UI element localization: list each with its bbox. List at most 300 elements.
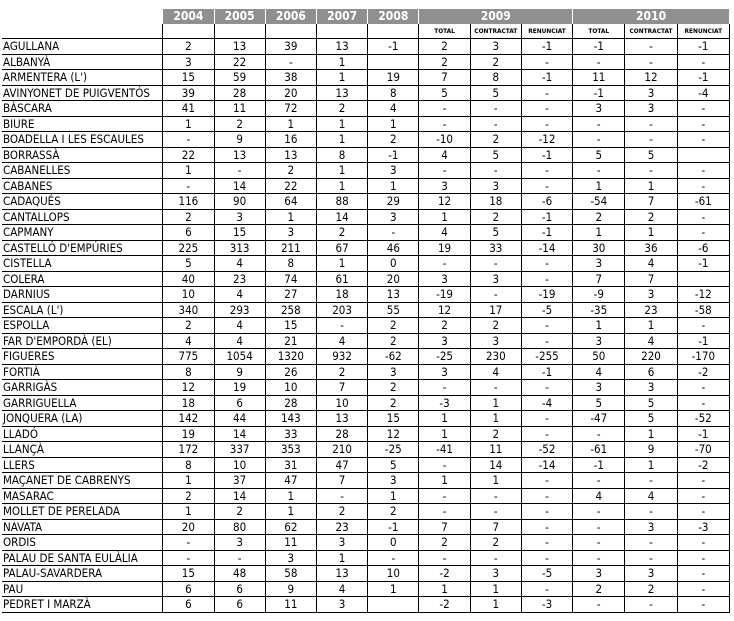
table-row — [2, 101, 730, 117]
table-cell: 2 — [419, 39, 470, 55]
year-header: 2009 — [419, 9, 573, 24]
municipality-name: LLANÇÀ — [2, 442, 163, 458]
table-cell: - — [521, 101, 572, 117]
municipality-name: CABANELLES — [2, 163, 163, 179]
table-cell: 1 — [163, 116, 214, 132]
table-cell: 55 — [368, 302, 419, 318]
table-cell: 2 — [214, 504, 265, 520]
table-cell: - — [163, 132, 214, 148]
table-cell: 9 — [625, 442, 677, 458]
table-cell: 9 — [214, 132, 265, 148]
table-cell: 47 — [316, 457, 367, 473]
table-cell: -3 — [521, 597, 572, 613]
table-cell: -25 — [368, 442, 419, 458]
municipality-name: FAR D'EMPORDÀ (EL) — [2, 333, 163, 349]
table-cell: 22 — [265, 178, 316, 194]
table-cell: - — [677, 54, 729, 70]
year-header: 2006 — [265, 9, 316, 24]
table-row — [2, 473, 730, 489]
table-cell: 72 — [265, 101, 316, 117]
table-cell: 5 — [419, 85, 470, 101]
table-cell: 3 — [419, 364, 470, 380]
table-cell: 1 — [368, 116, 419, 132]
table-cell: 1 — [573, 178, 625, 194]
table-cell: -70 — [677, 442, 729, 458]
table-cell: 2 — [163, 488, 214, 504]
municipality-name: FIGUERES — [2, 349, 163, 365]
table-cell: 8 — [265, 256, 316, 272]
table-cell: 6 — [214, 395, 265, 411]
table-cell: -1 — [677, 39, 729, 55]
subheader-row — [2, 24, 730, 39]
table-cell: - — [419, 457, 470, 473]
table-cell: 8 — [163, 364, 214, 380]
table-cell: 88 — [316, 194, 367, 210]
table-cell: 2 — [470, 54, 521, 70]
table-cell: 4 — [214, 256, 265, 272]
table-cell: - — [316, 318, 367, 334]
table-cell: -255 — [521, 349, 572, 365]
table-row — [2, 581, 730, 597]
municipality-name: CADAQUÉS — [2, 194, 163, 210]
table-cell — [368, 597, 419, 613]
municipality-name: CISTELLA — [2, 256, 163, 272]
table-cell: 5 — [573, 147, 625, 163]
table-cell: 28 — [316, 426, 367, 442]
table-cell: - — [573, 519, 625, 535]
table-cell: 13 — [265, 147, 316, 163]
table-cell: 203 — [316, 302, 367, 318]
table-cell: - — [470, 380, 521, 396]
table-cell: 67 — [316, 240, 367, 256]
table-cell: 3 — [470, 566, 521, 582]
table-cell: 313 — [214, 240, 265, 256]
table-cell: 39 — [265, 39, 316, 55]
table-cell: 18 — [316, 287, 367, 303]
table-cell: - — [573, 504, 625, 520]
table-cell: 116 — [163, 194, 214, 210]
table-cell: 1 — [419, 411, 470, 427]
table-cell: -61 — [573, 442, 625, 458]
table-cell: 48 — [214, 566, 265, 582]
table-cell: 15 — [368, 411, 419, 427]
table-cell: 22 — [214, 54, 265, 70]
table-cell: - — [677, 163, 729, 179]
table-cell: 2 — [368, 318, 419, 334]
table-cell: 11 — [573, 70, 625, 86]
table-cell: - — [625, 39, 677, 55]
table-cell: 775 — [163, 349, 214, 365]
table-row — [2, 333, 730, 349]
table-cell: 1 — [573, 225, 625, 241]
table-cell: -170 — [677, 349, 729, 365]
table-cell: 14 — [470, 457, 521, 473]
table-cell: -5 — [521, 566, 572, 582]
table-cell: - — [521, 333, 572, 349]
table-cell: -58 — [677, 302, 729, 318]
table-cell: 340 — [163, 302, 214, 318]
table-cell: 7 — [625, 194, 677, 210]
table-cell: - — [419, 163, 470, 179]
table-cell: 13 — [214, 39, 265, 55]
table-cell: - — [521, 426, 572, 442]
table-cell: 10 — [163, 287, 214, 303]
table-cell: 8 — [316, 147, 367, 163]
table-cell: 3 — [470, 178, 521, 194]
table-cell: 44 — [214, 411, 265, 427]
table-row — [2, 426, 730, 442]
table-cell: - — [419, 116, 470, 132]
subheader-empty — [316, 24, 367, 39]
table-cell: 41 — [163, 101, 214, 117]
table-cell: 23 — [625, 302, 677, 318]
table-cell: - — [573, 550, 625, 566]
table-cell: 3 — [625, 519, 677, 535]
table-cell: - — [521, 116, 572, 132]
table-cell: - — [677, 473, 729, 489]
table-cell: - — [573, 132, 625, 148]
table-cell: - — [521, 256, 572, 272]
table-cell: 2 — [316, 225, 367, 241]
table-row — [2, 240, 730, 256]
table-cell: - — [677, 318, 729, 334]
table-cell: - — [625, 473, 677, 489]
table-cell: - — [521, 473, 572, 489]
table-cell: -1 — [677, 256, 729, 272]
table-cell: -35 — [573, 302, 625, 318]
municipality-name: NAVATA — [2, 519, 163, 535]
table-cell: 8 — [368, 85, 419, 101]
table-cell: -9 — [573, 287, 625, 303]
table-cell: 10 — [368, 566, 419, 582]
table-cell: 10 — [214, 457, 265, 473]
subheader-empty — [368, 24, 419, 39]
table-cell: 353 — [265, 442, 316, 458]
table-cell: - — [677, 101, 729, 117]
table-cell: - — [470, 163, 521, 179]
table-cell: -12 — [521, 132, 572, 148]
table-cell: -41 — [419, 442, 470, 458]
table-cell: 2 — [316, 504, 367, 520]
table-cell: -6 — [677, 240, 729, 256]
table-cell: -1 — [521, 209, 572, 225]
table-cell: 20 — [368, 271, 419, 287]
municipality-name: ARMENTERA (L') — [2, 70, 163, 86]
municipality-name: CABANES — [2, 178, 163, 194]
table-cell: 1 — [470, 473, 521, 489]
table-cell: 4 — [573, 364, 625, 380]
table-cell: 7 — [470, 519, 521, 535]
table-cell: 1 — [625, 178, 677, 194]
table-cell: 1 — [163, 504, 214, 520]
table-cell: - — [521, 271, 572, 287]
table-row — [2, 380, 730, 396]
table-cell: 2 — [265, 163, 316, 179]
table-cell: 8 — [163, 457, 214, 473]
table-cell: 38 — [265, 70, 316, 86]
table-cell: 3 — [419, 178, 470, 194]
table-cell: - — [573, 426, 625, 442]
municipality-name: AGULLANA — [2, 39, 163, 55]
table-cell: - — [677, 597, 729, 613]
table-cell: 20 — [163, 519, 214, 535]
table-cell: 3 — [573, 333, 625, 349]
table-cell: - — [677, 550, 729, 566]
table-row — [2, 271, 730, 287]
table-cell: 5 — [368, 457, 419, 473]
table-row — [2, 287, 730, 303]
table-cell: 1 — [625, 225, 677, 241]
table-cell: 12 — [625, 70, 677, 86]
table-cell: -47 — [573, 411, 625, 427]
table-cell: 3 — [625, 85, 677, 101]
table-cell: 30 — [573, 240, 625, 256]
table-cell: 1 — [316, 256, 367, 272]
municipality-name: ORDIS — [2, 535, 163, 551]
table-cell: 1 — [316, 178, 367, 194]
table-cell: 1 — [625, 426, 677, 442]
table-cell: 1 — [316, 132, 367, 148]
table-cell: 1054 — [214, 349, 265, 365]
table-cell: 3 — [419, 333, 470, 349]
table-cell: - — [677, 535, 729, 551]
table-cell — [677, 271, 729, 287]
table-cell: - — [419, 256, 470, 272]
table-cell: 1 — [316, 70, 367, 86]
table-cell: 2 — [625, 581, 677, 597]
table-cell: 11 — [470, 442, 521, 458]
table-cell: - — [573, 54, 625, 70]
table-cell: - — [214, 163, 265, 179]
table-cell: 7 — [419, 70, 470, 86]
table-cell: 1 — [419, 209, 470, 225]
table-cell: 337 — [214, 442, 265, 458]
table-cell: 2 — [470, 132, 521, 148]
table-row — [2, 209, 730, 225]
table-cell: 2 — [163, 209, 214, 225]
table-cell: 21 — [265, 333, 316, 349]
table-cell: 59 — [214, 70, 265, 86]
table-cell: - — [368, 550, 419, 566]
municipality-name: DARNIUS — [2, 287, 163, 303]
table-cell: 220 — [625, 349, 677, 365]
table-cell: - — [316, 488, 367, 504]
table-cell: 7 — [625, 271, 677, 287]
table-cell: -2 — [419, 597, 470, 613]
table-cell: - — [521, 380, 572, 396]
municipality-name: ESPOLLA — [2, 318, 163, 334]
table-cell: 3 — [214, 535, 265, 551]
table-cell: 5 — [625, 147, 677, 163]
table-cell: 1 — [316, 550, 367, 566]
subheader-renunciat: RENUNCIAT — [677, 24, 729, 39]
table-cell: -1 — [677, 70, 729, 86]
table-cell: 19 — [419, 240, 470, 256]
table-cell: - — [625, 163, 677, 179]
table-cell: 14 — [316, 209, 367, 225]
table-cell: 16 — [265, 132, 316, 148]
table-cell: 90 — [214, 194, 265, 210]
table-cell: 13 — [316, 39, 367, 55]
table-cell: 4 — [214, 333, 265, 349]
table-cell: 1 — [368, 178, 419, 194]
table-cell: 1 — [316, 54, 367, 70]
table-cell — [677, 147, 729, 163]
table-cell: 1320 — [265, 349, 316, 365]
table-cell: 5 — [625, 395, 677, 411]
table-cell: - — [677, 225, 729, 241]
subheader-empty — [163, 24, 214, 39]
table-cell: - — [419, 550, 470, 566]
municipality-name: GARRIGUELLA — [2, 395, 163, 411]
table-cell: 6 — [214, 597, 265, 613]
table-cell: 15 — [265, 318, 316, 334]
table-cell: 3 — [368, 163, 419, 179]
table-cell: 1 — [265, 488, 316, 504]
table-cell: -1 — [573, 457, 625, 473]
table-cell: -10 — [419, 132, 470, 148]
municipality-name: BORRASSÀ — [2, 147, 163, 163]
table-cell: - — [470, 287, 521, 303]
table-cell: 1 — [470, 395, 521, 411]
table-cell: 47 — [265, 473, 316, 489]
table-cell: - — [419, 488, 470, 504]
municipality-name: PEDRET I MARZÀ — [2, 597, 163, 613]
municipality-name: ALBANYÀ — [2, 54, 163, 70]
table-cell: - — [265, 54, 316, 70]
table-cell: 2 — [368, 395, 419, 411]
table-cell: 12 — [419, 302, 470, 318]
table-cell: 19 — [214, 380, 265, 396]
table-cell: 225 — [163, 240, 214, 256]
table-cell: 3 — [573, 101, 625, 117]
municipality-name: BIURE — [2, 116, 163, 132]
subheader-total: TOTAL — [573, 24, 625, 39]
municipality-name: PALAU DE SANTA EULÀLIA — [2, 550, 163, 566]
table-cell: - — [521, 318, 572, 334]
table-cell: 18 — [470, 194, 521, 210]
table-cell: - — [521, 85, 572, 101]
table-row — [2, 318, 730, 334]
table-cell: 28 — [214, 85, 265, 101]
header-blank — [2, 9, 163, 24]
subheader-empty — [265, 24, 316, 39]
table-row — [2, 39, 730, 55]
table-cell: 3 — [368, 209, 419, 225]
table-cell: 3 — [316, 535, 367, 551]
table-cell: - — [470, 488, 521, 504]
table-cell: 3 — [316, 597, 367, 613]
table-cell: - — [163, 550, 214, 566]
table-row — [2, 488, 730, 504]
table-cell: 1 — [573, 318, 625, 334]
table-cell: 11 — [265, 535, 316, 551]
table-cell: 2 — [573, 581, 625, 597]
table-cell: -4 — [521, 395, 572, 411]
table-cell: - — [521, 488, 572, 504]
table-cell: -52 — [521, 442, 572, 458]
table-cell: -19 — [419, 287, 470, 303]
municipality-name: PALAU-SAVARDERA — [2, 566, 163, 582]
year-header: 2005 — [214, 9, 265, 24]
table-cell: 10 — [265, 380, 316, 396]
table-cell: 11 — [214, 101, 265, 117]
table-cell: - — [521, 54, 572, 70]
table-cell: 6 — [625, 364, 677, 380]
table-row — [2, 116, 730, 132]
table-cell: 15 — [214, 225, 265, 241]
table-cell: - — [470, 256, 521, 272]
table-cell: 4 — [419, 147, 470, 163]
table-cell: 31 — [265, 457, 316, 473]
table-cell: 7 — [419, 519, 470, 535]
table-cell: -1 — [521, 39, 572, 55]
table-cell: 12 — [419, 194, 470, 210]
table-cell: -54 — [573, 194, 625, 210]
table-cell: - — [677, 395, 729, 411]
table-row — [2, 550, 730, 566]
table-cell: 3 — [419, 271, 470, 287]
table-cell: 40 — [163, 271, 214, 287]
table-cell: 1 — [163, 163, 214, 179]
table-cell: 23 — [214, 271, 265, 287]
table-row — [2, 70, 730, 86]
table-cell: - — [470, 504, 521, 520]
table-cell: 211 — [265, 240, 316, 256]
table-row — [2, 194, 730, 210]
table-cell: 10 — [316, 395, 367, 411]
table-cell: 15 — [163, 70, 214, 86]
table-cell: 5 — [470, 85, 521, 101]
table-cell: 6 — [214, 581, 265, 597]
table-row — [2, 302, 730, 318]
table-cell: 62 — [265, 519, 316, 535]
table-cell: 210 — [316, 442, 367, 458]
table-cell: 1 — [265, 504, 316, 520]
table-cell: 0 — [368, 535, 419, 551]
table-cell: 2 — [625, 209, 677, 225]
table-cell: 15 — [163, 566, 214, 582]
table-cell: 1 — [316, 163, 367, 179]
table-cell: - — [677, 566, 729, 582]
table-cell: 4 — [573, 488, 625, 504]
table-cell: 14 — [214, 178, 265, 194]
municipality-name: MAÇANET DE CABRENYS — [2, 473, 163, 489]
table-cell: 1 — [470, 411, 521, 427]
table-cell: - — [677, 380, 729, 396]
table-cell: - — [625, 550, 677, 566]
table-cell: - — [521, 535, 572, 551]
table-cell: 11 — [265, 597, 316, 613]
table-cell: 3 — [470, 39, 521, 55]
table-cell: - — [625, 535, 677, 551]
table-row — [2, 411, 730, 427]
municipality-name: LLERS — [2, 457, 163, 473]
table-cell: -14 — [521, 457, 572, 473]
municipality-name: AVINYONET DE PUIGVENTÓS — [2, 85, 163, 101]
table-cell: 143 — [265, 411, 316, 427]
table-cell: 3 — [368, 473, 419, 489]
table-cell: - — [625, 54, 677, 70]
table-row — [2, 132, 730, 148]
table-cell: 13 — [316, 85, 367, 101]
table-cell: 61 — [316, 271, 367, 287]
table-cell: 1 — [265, 209, 316, 225]
table-cell: - — [677, 504, 729, 520]
table-cell: -12 — [677, 287, 729, 303]
table-cell: 1 — [625, 318, 677, 334]
table-cell: -61 — [677, 194, 729, 210]
